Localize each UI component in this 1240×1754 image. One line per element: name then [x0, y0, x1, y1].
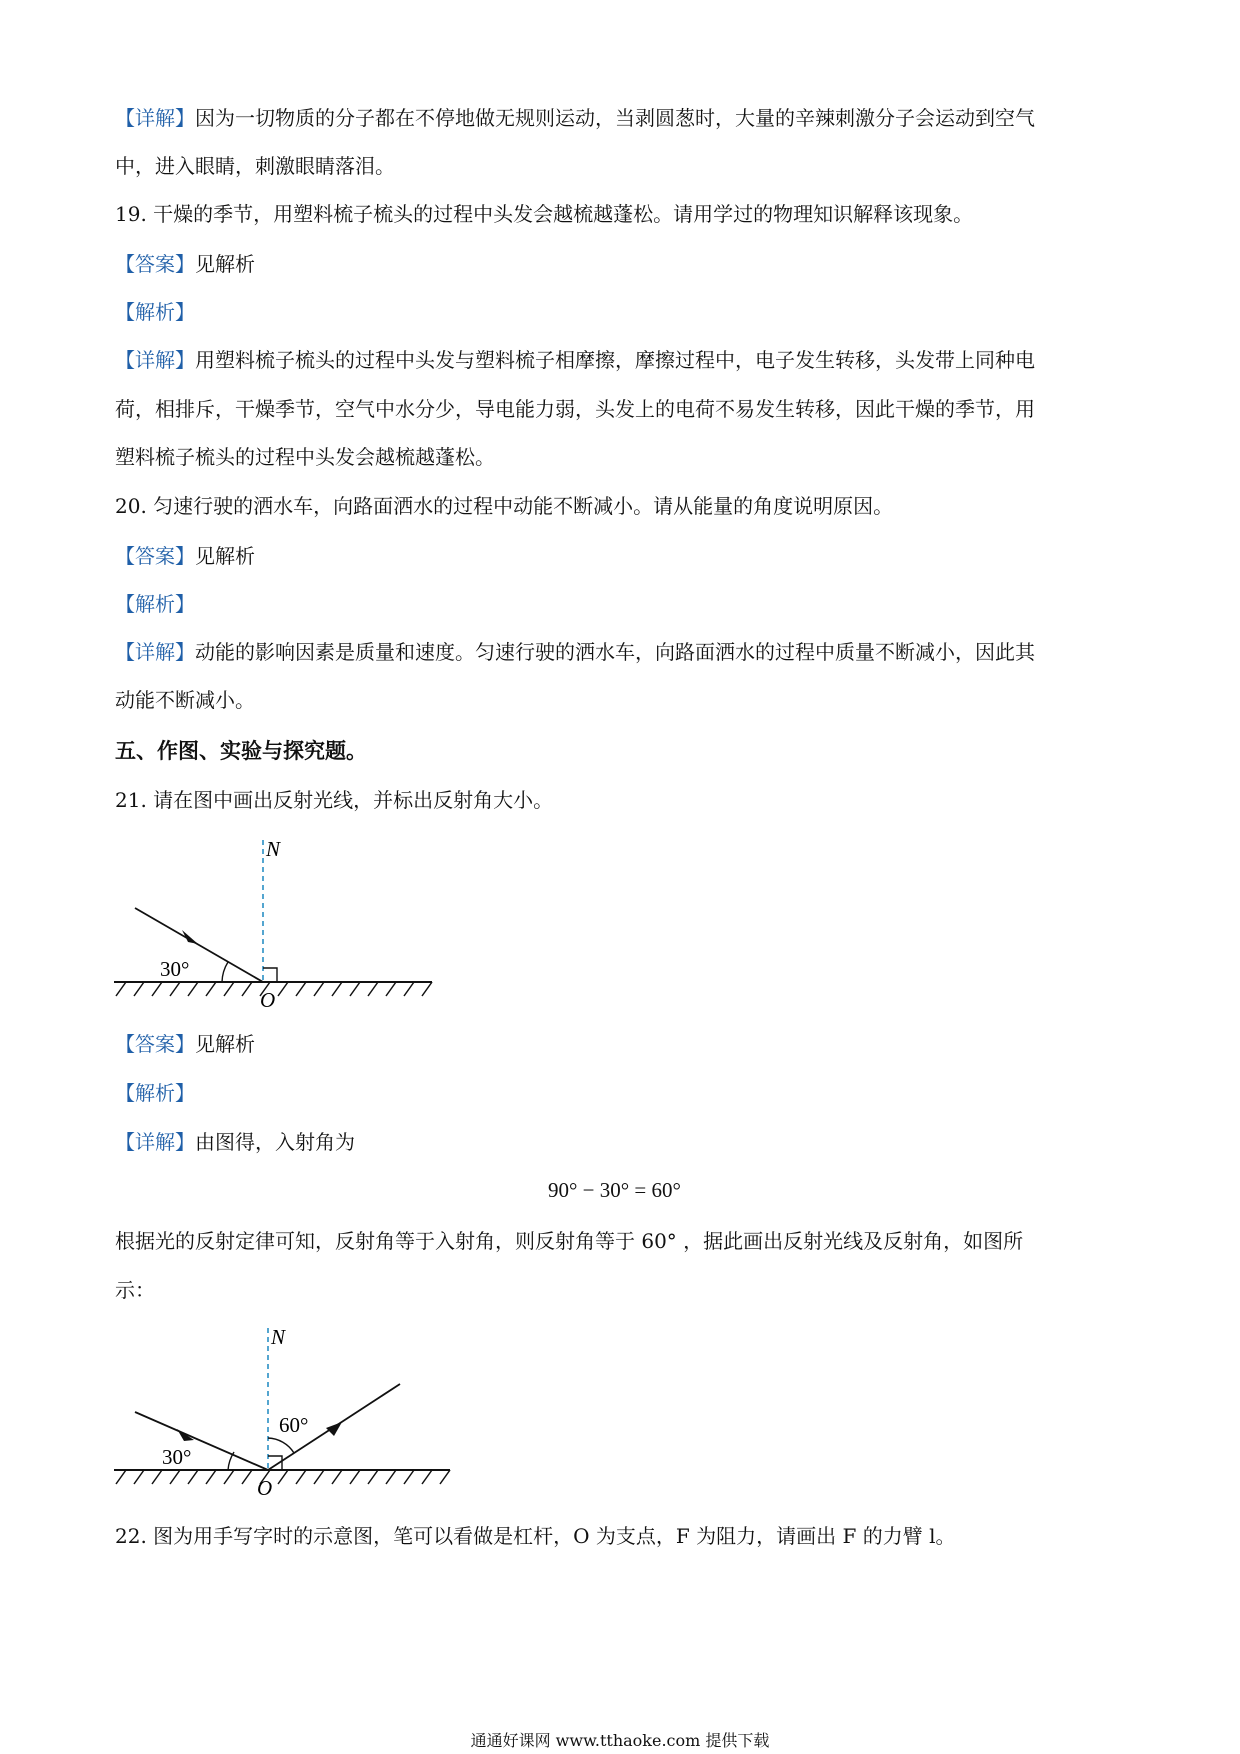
angle-arc-reflected — [268, 1438, 294, 1453]
reflection-figure-question — [110, 830, 450, 1020]
question-22: 22. 图为用手写字时的示意图，笔可以看做是杠杆，O 为支点，F 为阻力，请画出 F 的力臂 l。 — [115, 1524, 956, 1548]
question-20: 20. 匀速行驶的洒水车，向路面洒水的过程中动能不断减小。请从能量的角度说明原因。 — [115, 494, 894, 518]
mirror-hatching — [116, 1470, 450, 1484]
answer-line: 【答案】见解析 — [115, 252, 255, 276]
analysis-tag: 【解析】 — [115, 1081, 195, 1105]
point-o-label: O — [260, 988, 276, 1012]
detail-line: 动能不断减小。 — [115, 688, 255, 712]
detail-line: 中，进入眼睛，刺激眼睛落泪。 — [115, 154, 395, 178]
right-angle-mark — [263, 968, 277, 982]
detail-line: 根据光的反射定律可知，反射角等于入射角，则反射角等于 60° ，据此画出反射光线及反射角，如图所 — [115, 1229, 1024, 1253]
analysis-tag: 【解析】 — [115, 592, 195, 616]
incident-ray — [135, 908, 263, 982]
detail-line: 【详解】因为一切物质的分子都在不停地做无规则运动，当剥圆葱时，大量的辛辣刺激分子会运动到空气 — [115, 106, 1035, 130]
answer-line: 【答案】见解析 — [115, 1032, 255, 1056]
point-o-label: O — [257, 1476, 273, 1500]
detail-line: 塑料梳子梳头的过程中头发会越梳越蓬松。 — [115, 445, 495, 469]
angle-arc — [222, 962, 228, 982]
reflected-arrow-icon — [326, 1422, 342, 1436]
angle-in-label: 30° — [162, 1445, 192, 1469]
detail-line: 【详解】动能的影响因素是质量和速度。匀速行驶的洒水车，向路面洒水的过程中质量不断减小，因此其 — [115, 640, 1035, 664]
question-19: 19. 干燥的季节，用塑料梳子梳头的过程中头发会越梳越蓬松。请用学过的物理知识解释该现象。 — [115, 202, 974, 226]
analysis-tag: 【解析】 — [115, 300, 195, 324]
detail-line: 【详解】由图得，入射角为 — [115, 1130, 355, 1154]
incident-ray — [135, 1412, 268, 1470]
angle-out-label: 60° — [279, 1413, 309, 1437]
detail-line: 【详解】用塑料梳子梳头的过程中头发与塑料梳子相摩擦，摩擦过程中，电子发生转移，头发带上同种电 — [115, 348, 1035, 372]
section-heading: 五、作图、实验与探究题。 — [115, 739, 367, 763]
equation: 90° − 30° = 60° — [548, 1178, 681, 1202]
incident-arrow-icon — [177, 1429, 194, 1441]
detail-line: 荷，相排斥，干燥季节，空气中水分少，导电能力弱，头发上的电荷不易发生转移，因此干燥的季节，用 — [115, 397, 1035, 421]
answer-line: 【答案】见解析 — [115, 544, 255, 568]
question-21: 21. 请在图中画出反射光线，并标出反射角大小。 — [115, 788, 554, 812]
detail-tag: 【详解】 — [115, 106, 195, 130]
angle-label: 30° — [160, 957, 190, 981]
reflection-figure-answer — [110, 1318, 470, 1508]
page-footer: 通通好课网 www.tthaoke.com 提供下载 — [470, 1731, 770, 1750]
normal-n-label: N — [266, 837, 281, 861]
normal-n-label: N — [271, 1325, 286, 1349]
detail-line: 示： — [115, 1278, 155, 1302]
